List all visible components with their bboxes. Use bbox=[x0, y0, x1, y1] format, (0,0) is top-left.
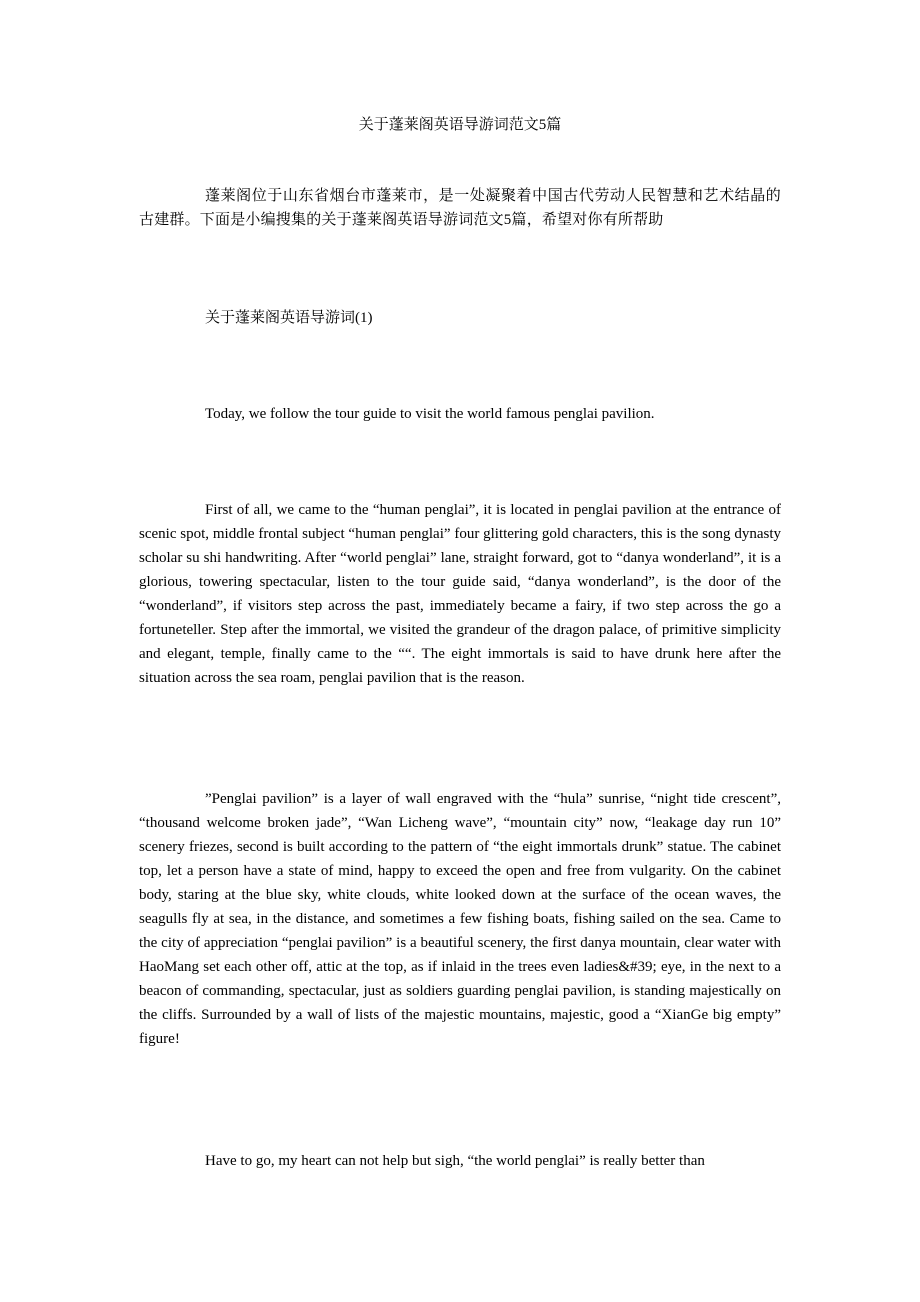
body-paragraph-2: First of all, we came to the “human penglai”, it is located in penglai pavilion at the entrance of scenic spot, middle frontal subject “human penglai” four glittering gold characters, this is the song dynasty scholar su shi handwriting. After “world penglai” lane, straight forward, got to “danya wonderland”, it is a glorious, towering spectacular, listen to the tour guide said, “danya wonderland”, is the door of the “wonderland”, if visitors step across the past, immediately became a fairy, if two step across the go a fortuneteller. Step after the immortal, we visited the grandeur of the dragon palace, of primitive simplicity and elegant, temple, finally came to the ““. The eight immortals is said to have drunk here after the situation across the sea roam, penglai pavilion that is the reason. bbox=[139, 502, 781, 686]
body-paragraph-4: Have to go, my heart can not help but sigh, “the world penglai” is really better than bbox=[205, 1153, 705, 1169]
document-title: 关于蓬莱阁英语导游词范文5篇 bbox=[358, 117, 562, 133]
section-heading: 关于蓬莱阁英语导游词(1) bbox=[205, 310, 373, 326]
body-paragraph-3: ”Penglai pavilion” is a layer of wall engraved with the “hula” sunrise, “night tide crescent”, “thousand welcome broken jade”, “Wan Licheng wave”, “mountain city” now, “leakage day run 10” scenery friezes, second is built according to the pattern of “the eight immortals drunk” statue. The cabinet top, let a person have a state of mind, happy to exceed the open and free from vulgarity. On the cabinet body, staring at the blue sky, white clouds, white looked down at the surface of the ocean waves, the seagulls fly at sea, in the distance, and sometimes a few fishing boats, fishing sailed on the sea. Came to the city of appreciation “penglai pavilion” is a beautiful scenery, the first danya mountain, clear water with HaoMang set each other off, attic at the top, as if inlaid in the trees even ladies&#39; eye, in the next to a beacon of commanding, spectacular, just as soldiers guarding penglai pavilion, is standing majestically on the cliffs. Surrounded by a wall of lists of the majestic mountains, majestic, good a “XianGe big empty” figure! bbox=[139, 791, 781, 1047]
body-paragraph-1: Today, we follow the tour guide to visit the world famous penglai pavilion. bbox=[205, 406, 655, 422]
intro-paragraph: 蓬莱阁位于山东省烟台市蓬莱市，是一处凝聚着中国古代劳动人民智慧和艺术结晶的古建群。下面是小编搜集的关于蓬莱阁英语导游词范文5篇，希望对你有所帮助 bbox=[139, 188, 781, 228]
